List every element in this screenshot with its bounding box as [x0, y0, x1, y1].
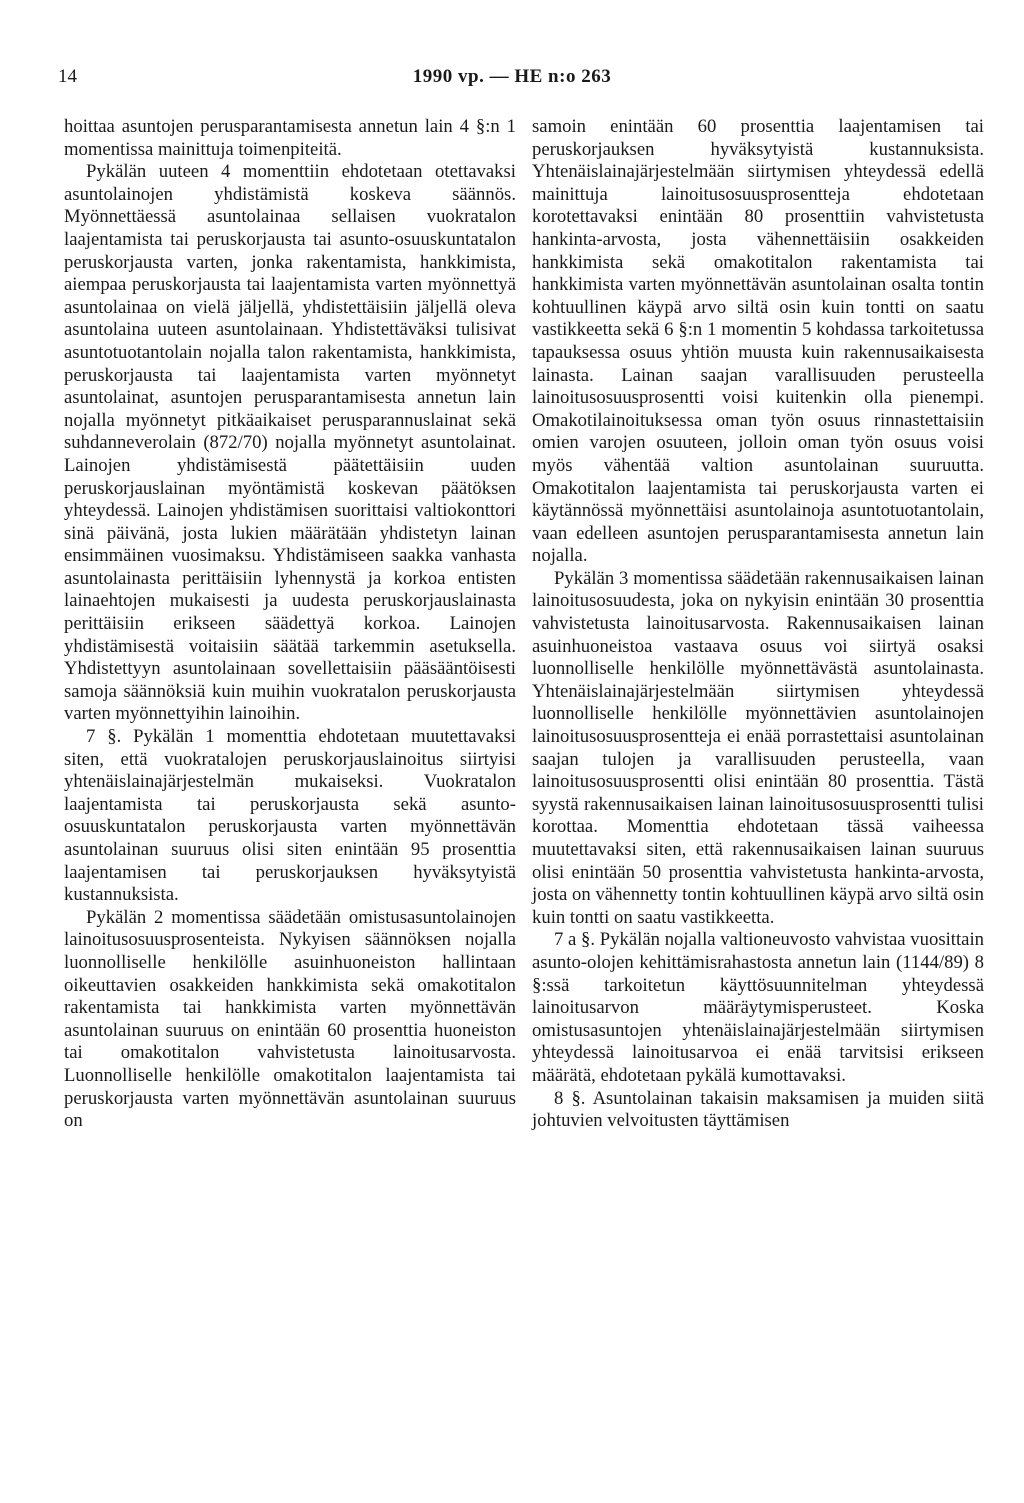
paragraph: 8 §. Asuntolainan takaisin maksamisen ja muiden siitä johtuvien velvoitusten täyttämisen — [532, 1087, 984, 1132]
paragraph: hoittaa asuntojen perusparantamisesta annetun lain 4 §:n 1 momentissa mainittuja toimenpiteitä. — [64, 116, 516, 160]
left-column — [64, 116, 516, 1133]
paragraph: 7 a §. Pykälän nojalla valtioneuvosto vahvistaa vuosittain asunto-olojen kehittämisrahastosta annetun lain (1144/89) 8 §:ssä tarkoitetun käyttösuunnitelman yhteydessä lainoitusarvon määräytymisperusteet. Koska omistusasuntojen yhtenäislainajärjestelmään siirtymisen yhteydessä lainoitusarvoa ei enää tarvitsisi erikseen määrätä, ehdotetaan pykälä kumottavaksi. — [532, 929, 984, 1086]
paragraph: 7 §. Pykälän 1 momenttia ehdotetaan muutettavaksi siten, että vuokratalojen peruskorjauslainoitus siirtyisi yhtenäislainajärjestelmän mukaiseksi. Vuokratalon laajentamista tai peruskorjausta sekä asunto-osuuskuntatalon peruskorjausta varten myönnettävän asuntolainan suuruus olisi siten enintään 95 prosenttia laajentamisen tai peruskorjauksen hyväksytyistä kustannuksista. — [64, 726, 516, 906]
paragraph: Pykälän 2 momentissa säädetään omistusasuntolainojen lainoitusosuusprosenteista. Nykyisen säännöksen nojalla luonnolliselle henkilölle asuinhuoneiston hallintaan oikeuttavien osakkeiden hankkimista sekä omakotitalon rakentamista tai hankkimista varten myönnettävän asuntolainan suuruus on enintään 60 prosenttia huoneiston tai omakotitalon vahvistetusta lainoitusarvosta. Luonnolliselle henkilölle omakotitalon laajentamista tai peruskorjausta varten myönnettävän asuntolainan suuruus on — [64, 906, 516, 1132]
page-number: 14 — [58, 66, 77, 87]
right-column — [532, 116, 984, 1133]
paragraph: samoin enintään 60 prosenttia laajentamisen tai peruskorjauksen hyväksytyistä kustannuksista. Yhtenäislainajärjestelmään siirtymisen yhteydessä edellä mainittuja lainoitusosuusprosentteja ehdotetaan korotettavaksi enintään 80 prosenttiin vahvistetusta hankinta-arvosta, josta vähennettäisiin osakkeiden hankkimista sekä omakotitalon rakentamista tai hankkimista varten myönnettävän asuntolainan osalta tontin kohtuullinen käypä arvo siltä osin kuin tontti on saatu vastikkeetta sekä 6 §:n 1 momentin 5 kohdassa tarkoitetussa tapauksessa osuus yhtiön muusta kuin rakennusaikaisesta lainasta. Lainan saajan varallisuuden perusteella lainoitusosuusprosentti voisi kuitenkin olla pienempi. Omakotilainoituksessa oman työn osuus rinnastettaisiin omien varojen osuuteen, jolloin oman työn osuus voisi myös vähentää valtion asuntolainan suuruutta. Omakotitalon laajentamista tai peruskorjausta varten ei käytännössä myönnettäisi asuntolainoja asuntotuotantolain, vaan edelleen asuntojen perusparantamisesta annetun lain nojalla. — [532, 116, 984, 567]
page-header: 1990 vp. — HE n:o 263 — [412, 66, 612, 87]
paragraph: Pykälän uuteen 4 momenttiin ehdotetaan otettavaksi asuntolainojen yhdistämistä koskeva säännös. Myönnettäessä asuntolainaa sellaisen vuokratalon laajentamista tai peruskorjausta tai asunto-osuuskuntatalon peruskorjausta varten, jonka rakentamista, hankkimista, aiempaa peruskorjausta tai laajentamista varten myönnettyä asuntolainaa on vielä jäljellä, yhdistettäisiin jäljellä oleva asuntolaina uuteen asuntolainaan. Yhdistettäväksi tulisivat asuntotuotantolain nojalla talon rakentamista, hankkimista, peruskorjausta tai laajentamista varten myönnetyt asuntolainat, asuntojen perusparantamisesta annetun lain nojalla myönnetyt pitkäaikaiset perusparannuslainat sekä suhdanneverolain (872/70) nojalla myönnetyt asuntolainat. Lainojen yhdistämisestä päätettäisiin uuden peruskorjauslainan myöntämistä koskevan päätöksen yhteydessä. Lainojen yhdistämisen suorittaisi valtiokonttori sinä päivänä, josta lukien määrätään yhdistetyn lainan ensimmäinen vuosimaksu. Yhdistämiseen saakka vanhasta asuntolainasta perittäisiin lyhennystä ja korkoa entisten lainaehtojen mukaisesti ja uudesta peruskorjauslainasta perittäisiin erikseen säädettyä korkoa. Lainojen yhdistämisestä voitaisiin säätää tarkemmin asetuksella. Yhdistettyyn asuntolainaan sovellettaisiin pääsääntöisesti samoja säännöksiä kuin muihin vuokratalon peruskorjausta varten myönnettyihin lainoihin. — [64, 161, 516, 725]
paragraph: Pykälän 3 momentissa säädetään rakennusaikaisen lainan lainoitusosuudesta, joka on nykyisin enintään 30 prosenttia vahvistetusta lainoitusarvosta. Rakennusaikaisen lainan asuinhuoneistoa vastaava osuus voi siirtyä osaksi luonnolliselle henkilölle myönnettävästä asuntolainasta. Yhtenäislainajärjestelmään siirtymisen yhteydessä luonnolliselle henkilölle myönnettävien asuntolainojen lainoitusosuusprosentteja ei enää porrastettaisi asuntolainan saajan tulojen ja varallisuuden perusteella, vaan lainoitusosuusprosentti olisi enintään 80 prosenttia. Tästä syystä rakennusaikaisen lainan lainoitusosuusprosentti tulisi korottaa. Momenttia ehdotetaan tässä vaiheessa muutettavaksi siten, että rakennusaikaisen lainan suuruus olisi enintään 50 prosenttia vahvistetusta hankinta-arvosta, josta on vähennetty tontin kohtuullinen käypä arvo siltä osin kuin tontti on saatu vastikkeetta. — [532, 567, 984, 928]
